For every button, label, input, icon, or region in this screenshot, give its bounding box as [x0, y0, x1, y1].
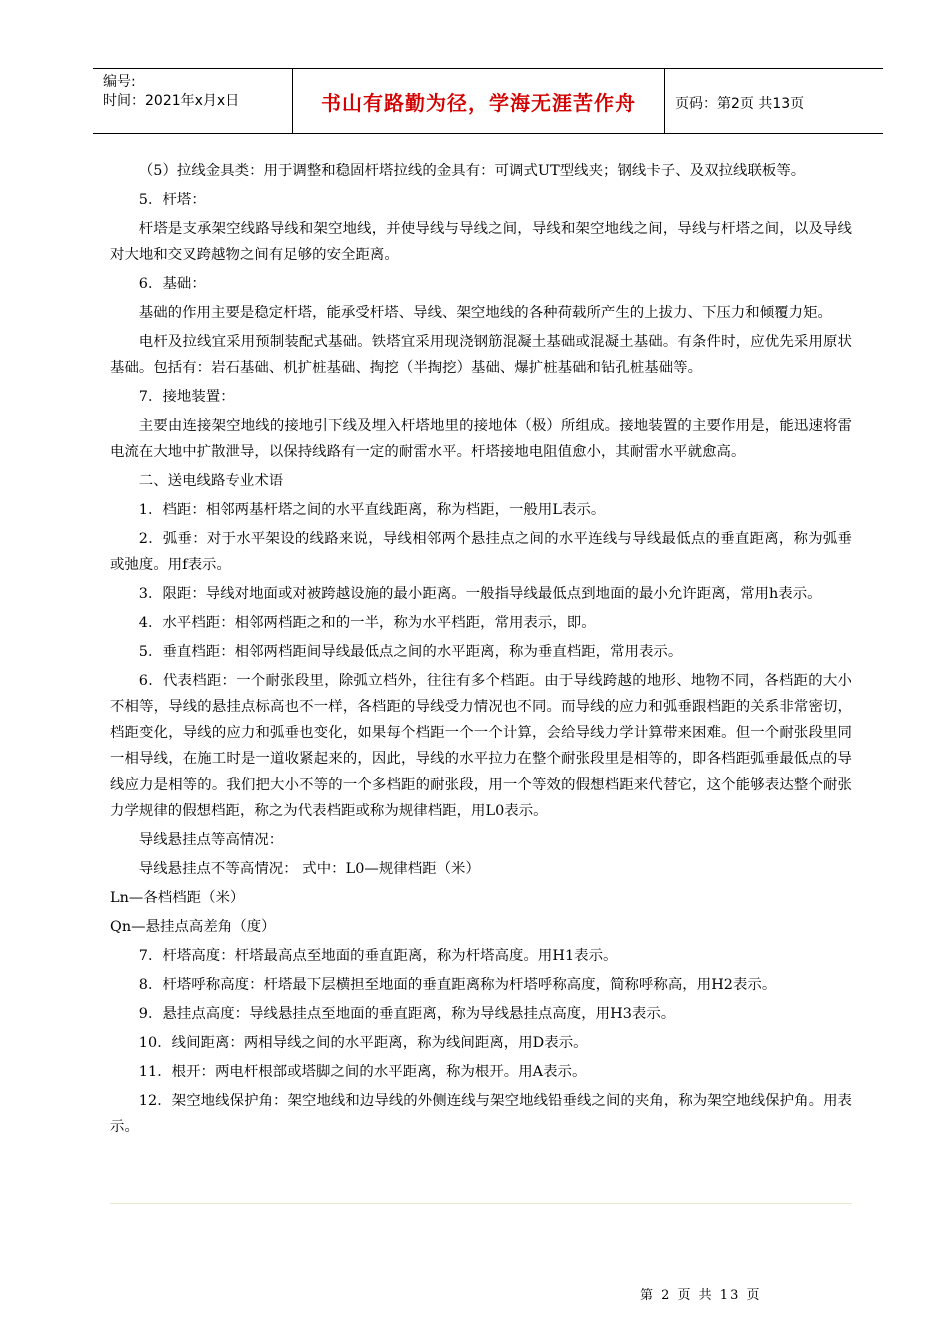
formula-variable: Qn—悬挂点高差角（度） [110, 919, 276, 935]
header-page-code: 页码：第2页 共13页 [675, 96, 805, 112]
time-label: 时间：2021年x月x日 [103, 93, 240, 109]
term-definition: 1．档距：相邻两基杆塔之间的水平直线距离，称为档距，一般用L表示。 [138, 502, 606, 518]
term-definition: 2．弧垂：对于水平架设的线路来说，导线相邻两个悬挂点之间的水平连线与导线最低点的垂直距离，称为弧垂或弛度。用f表示。 [110, 531, 852, 573]
header-motto-cell [293, 69, 665, 133]
serial-number-label: 编号: [103, 74, 136, 90]
term-definition: 8．杆塔呼称高度：杆塔最下层横担至地面的垂直距离称为杆塔呼称高度，简称呼称高，用H2表示。 [138, 977, 777, 993]
page-header [93, 68, 883, 134]
term-definition: 9．悬挂点高度：导线悬挂点至地面的垂直距离，称为导线悬挂点高度，用H3表示。 [138, 1006, 676, 1022]
section-heading: 7．接地装置： [138, 389, 235, 405]
formula-caption: 导线悬挂点等高情况： [138, 832, 284, 848]
paragraph: 杆塔是支承架空线路导线和架空地线，并使导线与导线之间，导线和架空地线之间，导线与杆塔之间，以及导线对大地和交叉跨越物之间有足够的安全距离。 [110, 221, 852, 263]
term-definition: 11．根开：两电杆根部或塔脚之间的水平距离，称为根开。用A表示。 [138, 1064, 587, 1080]
formula-caption: 导线悬挂点不等高情况： 式中：L0—规律档距（米） [138, 861, 480, 877]
paragraph: 基础的作用主要是稳定杆塔，能承受杆塔、导线、架空地线的各种荷载所产生的上拔力、下压力和倾覆力矩。 [138, 305, 832, 321]
term-definition: 6．代表档距：一个耐张段里，除弧立档外，往往有多个档距。由于导线跨越的地形、地物不同，各档距的大小不相等，导线的悬挂点标高也不一样，各档距的导线受力情况也不同。而导线的应力和弧垂跟档距的关系非常密切，档距变化，导线的应力和弧垂也变化，如果每个档距一个一个计算，会给导线力学计算带来困难。但一个耐张段里同一相导线，在施工时是一道收紧起来的，因此，导线的水平拉力在整个耐张段里是相等的，即各档距弧垂最低点的导线应力是相等的。我们把大小不等的一个多档距的耐张段，用一个等效的假想档距来代替它，这个能够表达整个耐张力学规律的假想档距，称之为代表档距或称为规律档距，用L0表示。 [110, 673, 852, 819]
document-body [110, 158, 852, 1143]
header-motto: 书山有路勤为径，学海无涯苦作舟 [321, 91, 636, 115]
term-definition: 3．限距：导线对地面或对被跨越设施的最小距离。一般指导线最低点到地面的最小允许距离，常用h表示。 [138, 586, 822, 602]
body-bottom-rule [110, 1203, 852, 1204]
section-heading: 二、送电线路专业术语 [138, 473, 284, 489]
term-definition: 7．杆塔高度：杆塔最高点至地面的垂直距离，称为杆塔高度。用H1表示。 [138, 948, 618, 964]
header-info-cell [93, 69, 293, 133]
paragraph: 电杆及拉线宜采用预制装配式基础。铁塔宜采用现浇钢筋混凝土基础或混凝土基础。有条件时，应优先采用原状基础。包括有：岩石基础、机扩桩基础、掏挖（半掏挖）基础、爆扩桩基础和钻孔桩基础等。 [110, 334, 852, 376]
term-definition: 5．垂直档距：相邻两档距间导线最低点之间的水平距离，称为垂直档距，常用表示。 [138, 644, 683, 660]
section-heading: 5．杆塔： [138, 192, 206, 208]
term-definition: 4．水平档距：相邻两档距之和的一半，称为水平档距，常用表示，即。 [138, 615, 596, 631]
section-heading: 6．基础： [138, 276, 206, 292]
paragraph: 主要由连接架空地线的接地引下线及埋入杆塔地里的接地体（极）所组成。接地装置的主要作用是，能迅速将雷电流在大地中扩散泄导，以保持线路有一定的耐雷水平。杆塔接地电阻值愈小，其耐雷水平就愈高。 [110, 418, 852, 460]
paragraph: （5）拉线金具类：用于调整和稳固杆塔拉线的金具有：可调式UT型线夹；钢线卡子、及双拉线联板等。 [138, 163, 806, 179]
formula-variable: Ln—各档档距（米） [110, 890, 245, 906]
term-definition: 10．线间距离：两相导线之间的水平距离，称为线间距离，用D表示。 [138, 1035, 588, 1051]
header-page-cell [665, 69, 883, 133]
term-definition: 12．架空地线保护角：架空地线和边导线的外侧连线与架空地线铅垂线之间的夹角，称为架空地线保护角。用表示。 [110, 1093, 852, 1135]
page-footer: 第 2 页 共 13 页 [640, 1288, 762, 1303]
